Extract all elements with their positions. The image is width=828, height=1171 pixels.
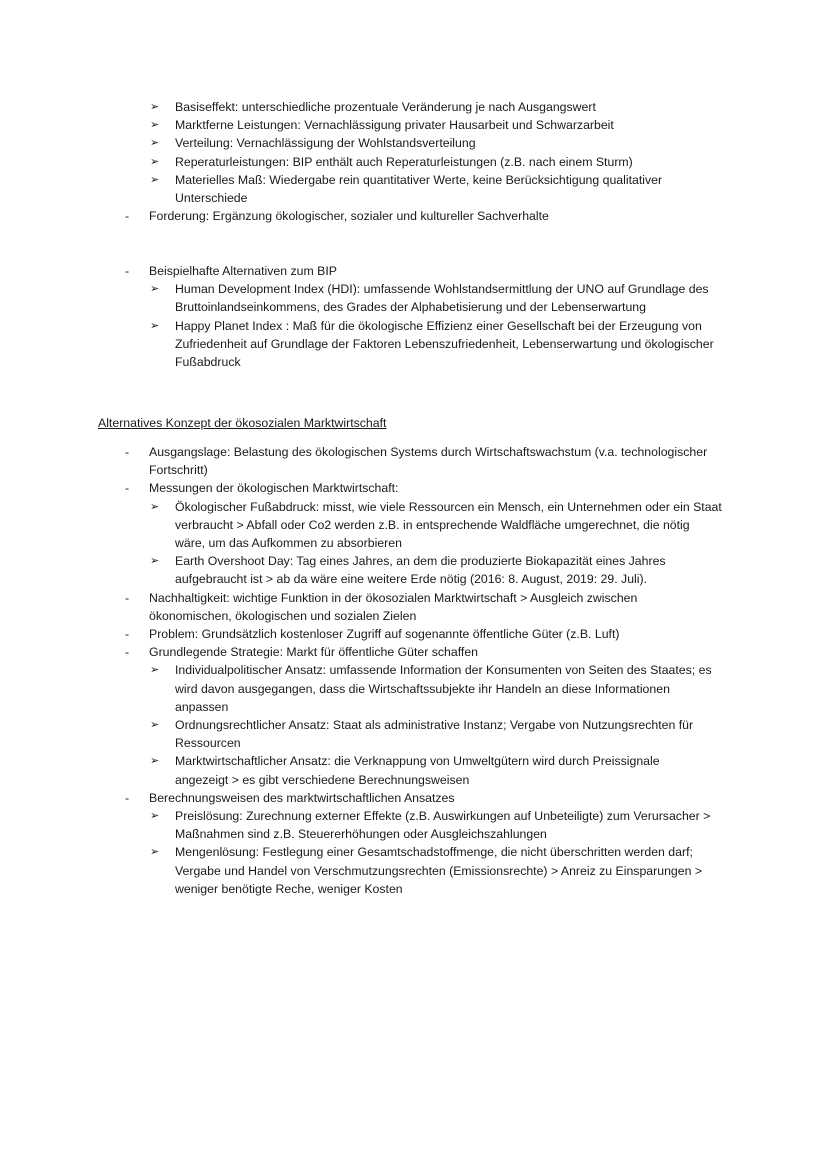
dash-list-item [0, 207, 828, 225]
list-item-text-line: Beispielhafte Alternativen zum BIP [149, 264, 337, 278]
arrow-list-item [0, 661, 828, 716]
arrow-bullet-icon: ➢ [150, 173, 160, 186]
arrow-list-item [0, 498, 828, 553]
list-item-text-line: Marktwirtschaftlicher Ansatz: die Verknappung von Umweltgütern wird durch Preissignale [175, 754, 660, 769]
arrow-bullet-icon: ➢ [150, 101, 160, 113]
arrow-bullet-icon: ➢ [150, 664, 160, 677]
dash-list-item [0, 625, 828, 643]
arrow-bullet-icon: ➢ [150, 119, 160, 132]
list-item-text-line: weniger benötigte Reche, weniger Kosten [175, 881, 403, 896]
arrow-list-item [0, 280, 828, 316]
arrow-bullet-icon: ➢ [150, 846, 160, 859]
list-item-text-line: Reperaturleistungen: BIP enthält auch Reperaturleistungen (z.B. nach einem Sturm) [175, 154, 633, 169]
dash-list-item [0, 262, 828, 280]
list-item-text-line: Problem: Grundsätzlich kostenloser Zugriff auf sogenannte öffentliche Güter (z.B. Luft) [149, 627, 620, 642]
dash-list-item [0, 443, 828, 479]
list-item-text-line: Unterschiede [175, 191, 248, 206]
arrow-bullet-icon: ➢ [150, 155, 160, 168]
arrow-list-item [0, 843, 828, 898]
list-item-text-line: angezeigt > es gibt verschiedene Berechnungsweisen [175, 772, 470, 787]
arrow-bullet-icon: ➢ [150, 137, 160, 150]
list-item-text-line: verbraucht > Abfall oder Co2 werden z.B. in entsprechende Waldfläche umgerechnet, die nötig [175, 517, 690, 532]
list-item-text-line: Berechnungsweisen des marktwirtschaftlichen Ansatzes [149, 790, 455, 805]
dash-bullet-icon: - [125, 445, 130, 459]
list-item-text-line: Fußabdruck [175, 355, 241, 370]
arrow-bullet-icon: ➢ [150, 755, 160, 768]
arrow-list-item [0, 98, 828, 116]
arrow-bullet-icon: ➢ [150, 810, 160, 823]
arrow-bullet-icon: ➢ [150, 283, 160, 296]
list-item-text-line: Bruttoinlandseinkommens, des Grades der Alphabetisierung und der Lebenserwartung [175, 300, 646, 315]
arrow-bullet-icon: ➢ [150, 319, 160, 332]
arrow-list-item [0, 317, 828, 372]
list-item-text-line: anpassen [175, 699, 229, 714]
list-item-text-line: Ressourcen [175, 736, 241, 751]
list-item-text-line: Maßnahmen sind z.B. Steuererhöhungen oder Ausgleichszahlungen [175, 827, 547, 842]
eco-social-market-list [0, 443, 828, 898]
list-item-text-line: Mengenlösung: Festlegung einer Gesamtschadstoffmenge, die nicht überschritten werden darf; [175, 845, 693, 860]
arrow-list-item [0, 116, 828, 134]
list-item-text-line: Ökologischer Fußabdruck: misst, wie viele Ressourcen ein Mensch, ein Unternehmen oder ein Staat [175, 499, 722, 514]
arrow-list-item [0, 807, 828, 843]
arrow-bullet-icon: ➢ [150, 719, 160, 732]
list-item-text-line: Marktferne Leistungen: Vernachlässigung privater Hausarbeit und Schwarzarbeit [175, 118, 614, 133]
bip-criticism-list [0, 98, 828, 225]
list-item-text-line: wäre, um das Aufkommen zu absorbieren [175, 536, 402, 551]
dash-list-item [0, 789, 828, 807]
arrow-list-item [0, 752, 828, 788]
list-item-text-line: Ordnungsrechtlicher Ansatz: Staat als administrative Instanz; Vergabe von Nutzungsrechten für [175, 718, 694, 733]
arrow-list-item [0, 171, 828, 207]
list-item-text-line: Preislösung: Zurechnung externer Effekte (z.B. Auswirkungen auf Unbeteiligte) zum Verursacher > [175, 809, 711, 824]
list-item-text-line: aufgebraucht ist > ab da wäre eine weitere Erde nötig (2016: 8. August, 2019: 29. Juli). [175, 572, 648, 587]
dash-bullet-icon: - [125, 264, 130, 278]
list-item-text-line: Grundlegende Strategie: Markt für öffentliche Güter schaffen [149, 645, 479, 660]
dash-list-item [0, 643, 828, 661]
section-heading: Alternatives Konzept der ökosozialen Marktwirtschaft [98, 416, 387, 430]
list-item-text-line: Fortschritt) [149, 463, 208, 478]
arrow-list-item [0, 134, 828, 152]
dash-list-item [0, 589, 828, 625]
dash-bullet-icon: - [125, 209, 130, 224]
arrow-list-item [0, 552, 828, 588]
list-item-text-line: Forderung: Ergänzung ökologischer, sozialer und kultureller Sachverhalte [149, 209, 549, 224]
arrow-bullet-icon: ➢ [150, 555, 160, 568]
dash-bullet-icon: - [125, 481, 130, 496]
dash-bullet-icon: - [125, 590, 130, 605]
dash-bullet-icon: - [125, 627, 130, 642]
list-item-text-line: Earth Overshoot Day: Tag eines Jahres, an dem die produzierte Biokapazität eines Jahres [175, 554, 666, 569]
list-item-text-line: wird davon ausgegangen, dass die Wirtschaftssubjekte ihr Handeln an diese Informationen [175, 681, 670, 696]
list-item-text-line: Nachhaltigkeit: wichtige Funktion in der ökosozialen Marktwirtschaft > Ausgleich zwischen [149, 590, 638, 605]
arrow-list-item [0, 153, 828, 171]
bip-alternatives-list [0, 262, 828, 371]
list-item-text-line: Individualpolitischer Ansatz: umfassende Information der Konsumenten von Seiten des Staates; es [175, 663, 712, 678]
list-item-text-line: Verteilung: Vernachlässigung der Wohlstandsverteilung [175, 136, 476, 151]
list-item-text-line: Human Development Index (HDI): umfassende Wohlstandsermittlung der UNO auf Grundlage des [175, 282, 709, 297]
dash-bullet-icon: - [125, 645, 130, 660]
arrow-bullet-icon: ➢ [150, 500, 160, 513]
list-item-text-line: Happy Planet Index : Maß für die ökologische Effizienz einer Gesellschaft bei der Erzeugung von [175, 318, 702, 333]
dash-bullet-icon: - [125, 790, 130, 805]
list-item-text-line: Zufriedenheit auf Grundlage der Faktoren Lebenszufriedenheit, Lebenserwartung und ökologischer [175, 336, 714, 351]
list-item-text-line: Basiseffekt: unterschiedliche prozentuale Veränderung je nach Ausgangswert [175, 100, 596, 114]
list-item-text-line: ökonomischen, ökologischen und sozialen Zielen [149, 608, 417, 623]
list-item-text-line: Materielles Maß: Wiedergabe rein quantitativer Werte, keine Berücksichtigung qualitativer [175, 172, 663, 187]
list-item-text-line: Ausgangslage: Belastung des ökologischen Systems durch Wirtschaftswachstum (v.a. technologischer [149, 445, 708, 459]
list-item-text-line: Messungen der ökologischen Marktwirtschaft: [149, 481, 399, 496]
dash-list-item [0, 479, 828, 497]
arrow-list-item [0, 716, 828, 752]
list-item-text-line: Vergabe und Handel von Verschmutzungsrechten (Emissionsrechte) > Anreiz zu Einsparungen > [175, 863, 703, 878]
